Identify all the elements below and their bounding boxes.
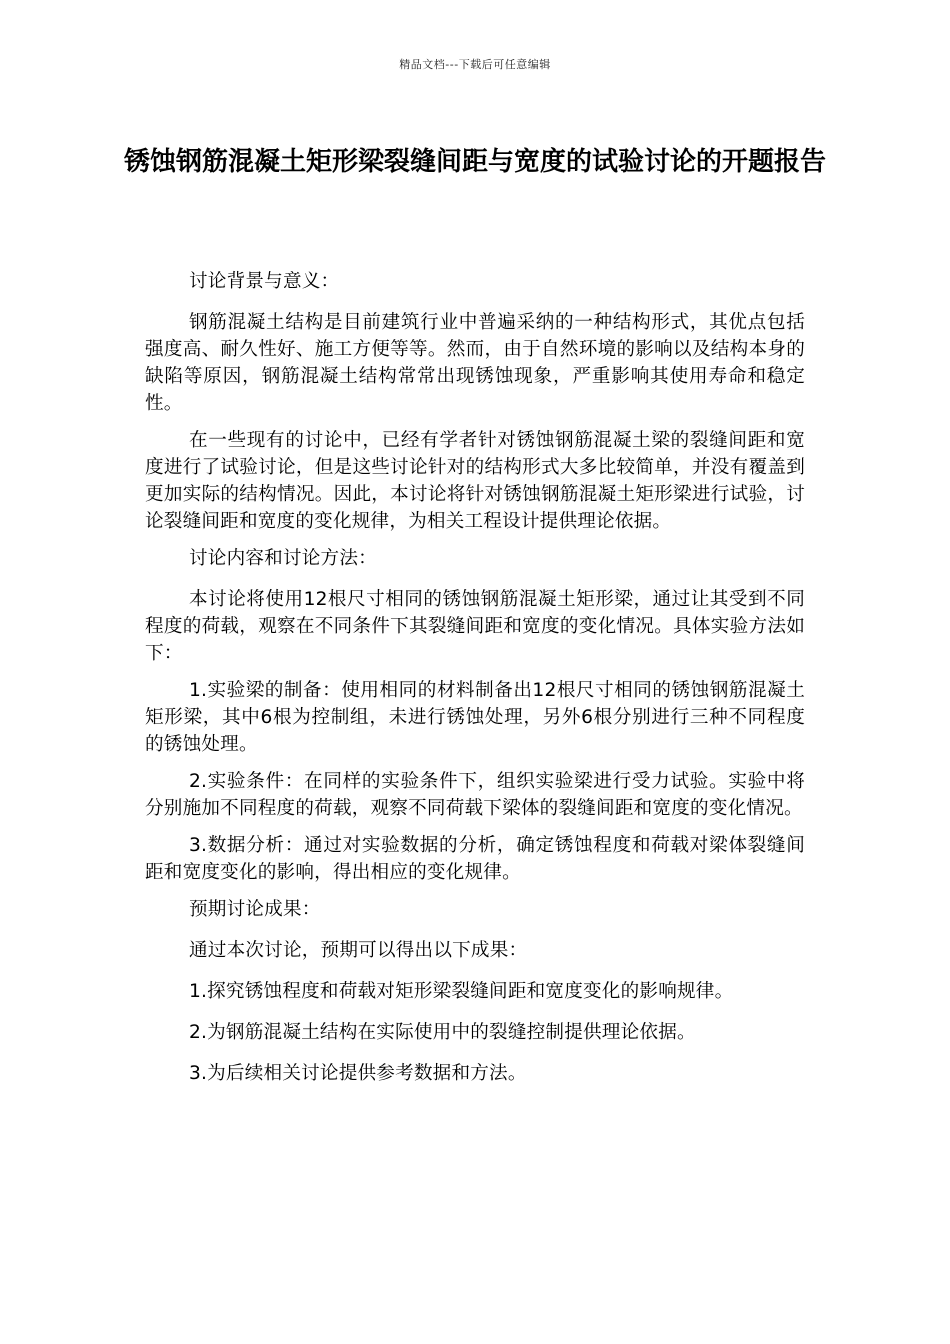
paragraph-method-step-2: 2.实验条件：在同样的实验条件下，组织实验梁进行受力试验。实验中将分别施加不同程度的荷载，观察不同荷载下梁体的裂缝间距和宽度的变化情况。 (145, 771, 805, 819)
header-note: 精品文档---下载后可任意编辑 (399, 58, 551, 71)
paragraph-background-1: 钢筋混凝土结构是目前建筑行业中普遍采纳的一种结构形式，其优点包括强度高、耐久性好、施工方便等等。然而，由于自然环境的影响以及结构本身的缺陷等原因，钢筋混凝土结构常常出现锈蚀现象，严重影响其使用寿命和稳定性。 (145, 312, 805, 414)
section-heading-background: 讨论背景与意义： (189, 271, 340, 292)
paragraph-method-step-1: 1.实验梁的制备：使用相同的材料制备出12根尺寸相同的锈蚀钢筋混凝土矩形梁，其中6根为控制组，未进行锈蚀处理，另外6根分别进行三种不同程度的锈蚀处理。 (145, 680, 805, 755)
list-item-result-3: 3.为后续相关讨论提供参考数据和方法。 (189, 1063, 527, 1084)
section-heading-results: 预期讨论成果： (189, 899, 321, 920)
paragraph-method-step-3: 3.数据分析：通过对实验数据的分析，确定锈蚀程度和荷载对梁体裂缝间距和宽度变化的影响，得出相应的变化规律。 (145, 835, 805, 883)
document-body (145, 268, 805, 1101)
list-item-result-2: 2.为钢筋混凝土结构在实际使用中的裂缝控制提供理论依据。 (189, 1022, 696, 1043)
paragraph-background-2: 在一些现有的讨论中，已经有学者针对锈蚀钢筋混凝土梁的裂缝间距和宽度进行了试验讨论，但是这些讨论针对的结构形式大多比较简单，并没有覆盖到更加实际的结构情况。因此，本讨论将针对锈蚀钢筋混凝土矩形梁进行试验，讨论裂缝间距和宽度的变化规律，为相关工程设计提供理论依据。 (145, 430, 805, 532)
list-item-result-1: 1.探究锈蚀程度和荷载对矩形梁裂缝间距和宽度变化的影响规律。 (189, 981, 734, 1002)
paragraph-method-intro: 本讨论将使用12根尺寸相同的锈蚀钢筋混凝土矩形梁，通过让其受到不同程度的荷载，观察在不同条件下其裂缝间距和宽度的变化情况。具体实验方法如下： (145, 589, 805, 664)
paragraph-results-intro: 通过本次讨论，预期可以得出以下成果： (189, 940, 528, 961)
document-title: 锈蚀钢筋混凝土矩形梁裂缝间距与宽度的试验讨论的开题报告 (123, 147, 826, 177)
section-heading-method: 讨论内容和讨论方法： (189, 548, 377, 569)
